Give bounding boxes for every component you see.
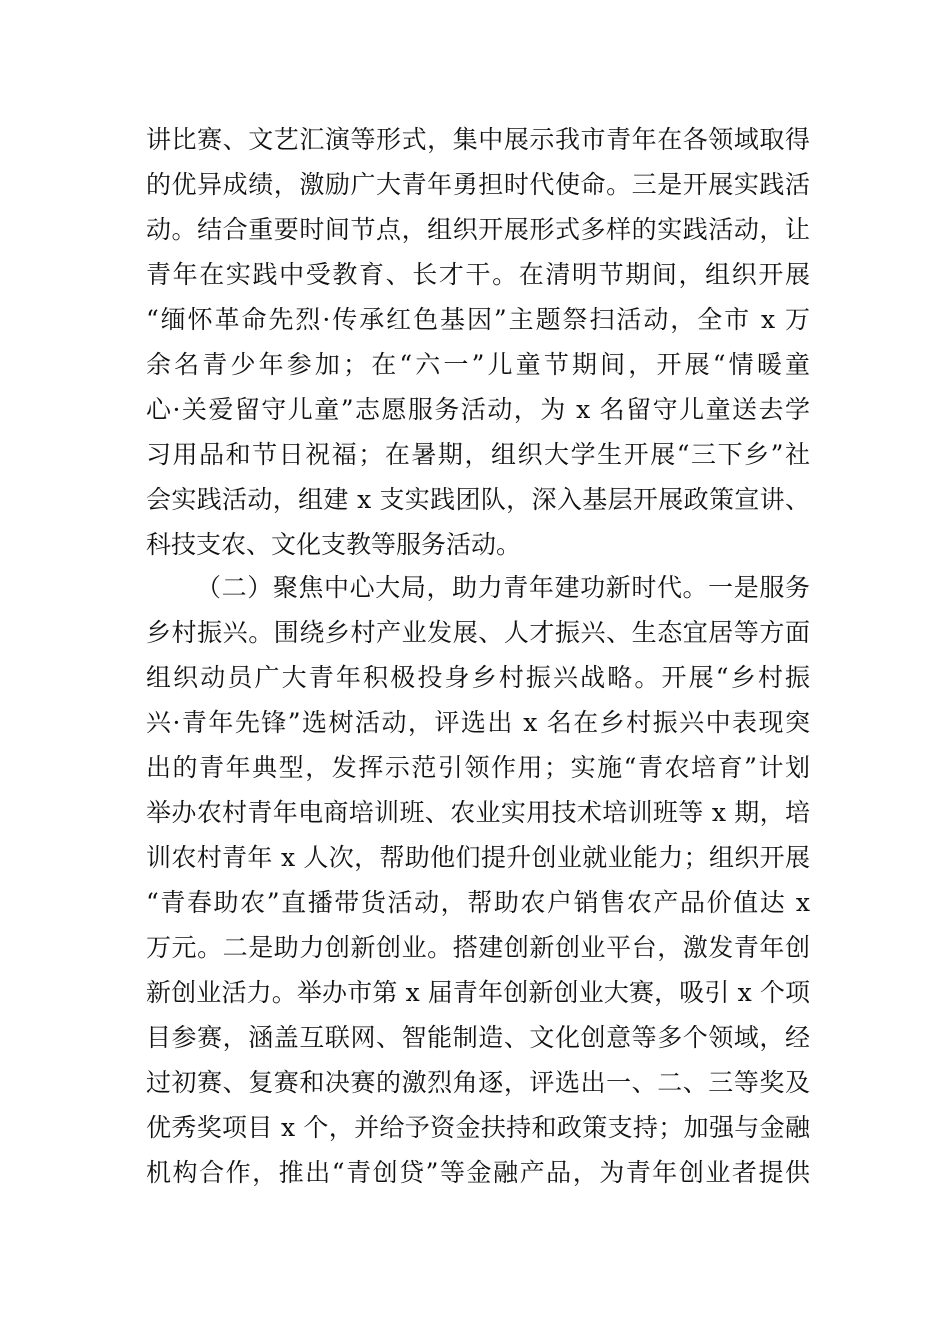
text-line: 机构合作，推出“青创贷”等金融产品，为青年创业者提供 [146,1158,810,1187]
text-line: 训农村青年 x 人次，帮助他们提升创业就业能力；组织开展 [146,843,810,872]
text-line: 青年在实践中受教育、长才干。在清明节期间，组织开展 [146,260,810,289]
text-line: 目参赛，涵盖互联网、智能制造、文化创意等多个领域，经 [146,1023,810,1052]
text-line: 动。结合重要时间节点，组织开展形式多样的实践活动，让 [146,215,810,244]
text-line: 兴·青年先锋”选树活动，评选出 x 名在乡村振兴中表现突 [146,708,810,737]
text-line: 组织动员广大青年积极投身乡村振兴战略。开展“乡村振 [146,663,810,692]
text-line: 余名青少年参加；在“六一”儿童节期间，开展“情暖童 [146,350,810,379]
text-line: 会实践活动，组建 x 支实践团队，深入基层开展政策宣讲、 [146,485,810,514]
text-line: 乡村振兴。围绕乡村产业发展、人才振兴、生态宜居等方面 [146,618,810,647]
text-line: 新创业活力。举办市第 x 届青年创新创业大赛，吸引 x 个项 [146,978,810,1007]
text-line: 讲比赛、文艺汇演等形式，集中展示我市青年在各领域取得 [146,125,810,154]
text-line: “青春助农”直播带货活动，帮助农户销售农产品价值达 x [146,888,810,917]
text-line: “缅怀革命先烈·传承红色基因”主题祭扫活动，全市 x 万 [146,305,810,334]
text-line: 举办农村青年电商培训班、农业实用技术培训班等 x 期，培 [146,798,810,827]
text-line: 习用品和节日祝福；在暑期，组织大学生开展“三下乡”社 [146,440,810,469]
text-line: 万元。二是助力创新创业。搭建创新创业平台，激发青年创 [146,933,810,962]
section-heading-line: （二）聚焦中心大局，助力青年建功新时代。一是服务 [196,573,810,602]
text-line: 优秀奖项目 x 个，并给予资金扶持和政策支持；加强与金融 [146,1113,810,1142]
text-line: 过初赛、复赛和决赛的激烈角逐，评选出一、二、三等奖及 [146,1068,810,1097]
text-line: 出的青年典型，发挥示范引领作用；实施“青农培育”计划 [146,753,810,782]
text-line: 心·关爱留守儿童”志愿服务活动，为 x 名留守儿童送去学 [146,395,810,424]
text-line: 的优异成绩，激励广大青年勇担时代使命。三是开展实践活 [146,170,810,199]
text-line: 科技支农、文化支教等服务活动。 [146,530,522,559]
